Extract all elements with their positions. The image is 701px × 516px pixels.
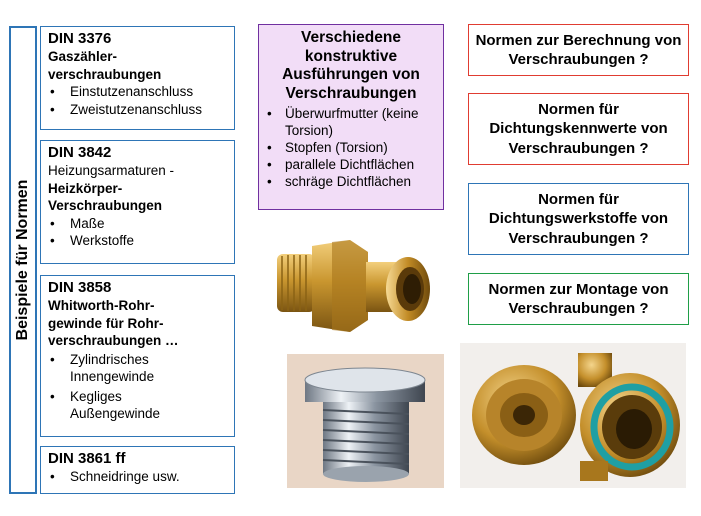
norm-box-din-3842	[40, 140, 235, 264]
norm-box-din-3858	[40, 275, 235, 437]
norm-title: DIN 3376	[48, 30, 112, 47]
norm-box-din-3861	[40, 446, 235, 494]
union-fitting-image	[272, 232, 442, 340]
question-box-berechnung	[468, 24, 689, 76]
question-box-montage	[468, 273, 689, 325]
question-text: Normen zur Berechnung von Verschraubungen ?	[475, 31, 682, 68]
designs-bullet: • schräge Dichtflächen	[265, 173, 437, 190]
norm-bullet: • Zweistutzenanschluss	[48, 101, 228, 119]
designs-bullet: • Überwurfmutter (keine Torsion)	[265, 105, 437, 139]
question-text: Normen für Dichtungskennwerte von Verschraubungen ?	[489, 100, 668, 157]
question-box-dichtungswerkstoffe	[468, 183, 689, 255]
designs-bullet: • Stopfen (Torsion)	[265, 139, 437, 156]
side-label: Beispiele für Normen	[14, 179, 31, 341]
norm-bullet: • Zylindrisches Innengewinde	[48, 351, 180, 386]
norm-subtitle: Gaszähler-verschraubungen	[48, 49, 162, 82]
norm-box-din-3376	[40, 26, 235, 130]
side-label-box	[9, 26, 37, 494]
norm-bullet: • Kegliges Außengewinde	[48, 388, 180, 423]
norm-title: DIN 3842	[48, 144, 112, 161]
norm-bullet: • Maße	[48, 215, 228, 233]
question-box-dichtungskennwerte	[468, 93, 689, 165]
question-text: Normen zur Montage von Verschraubungen ?	[488, 280, 669, 317]
question-text: Normen für Dichtungswerkstoffe von Verschraubungen ?	[488, 190, 669, 247]
norm-bullet: • Einstutzenanschluss	[48, 83, 228, 101]
norm-bullet: • Werkstoffe	[48, 232, 228, 250]
norm-title: DIN 3861 ff	[48, 450, 126, 467]
brass-fittings-image	[460, 343, 686, 488]
chrome-plug-image	[287, 354, 444, 488]
norm-bullet: • Schneidringe usw.	[48, 468, 228, 486]
designs-bullet: • parallele Dichtflächen	[265, 156, 437, 173]
norm-subtitle: Whitworth-Rohr-gewinde für Rohr-verschraubungen …	[48, 298, 179, 348]
norm-description: Heizungsarmaturen -	[48, 163, 175, 178]
norm-title: DIN 3858	[48, 279, 112, 296]
designs-title: Verschiedene konstruktive Ausführungen von Verschraubungen	[282, 29, 420, 102]
norm-subtitle: Heizkörper-Verschraubungen	[48, 180, 163, 213]
designs-box	[258, 24, 444, 210]
